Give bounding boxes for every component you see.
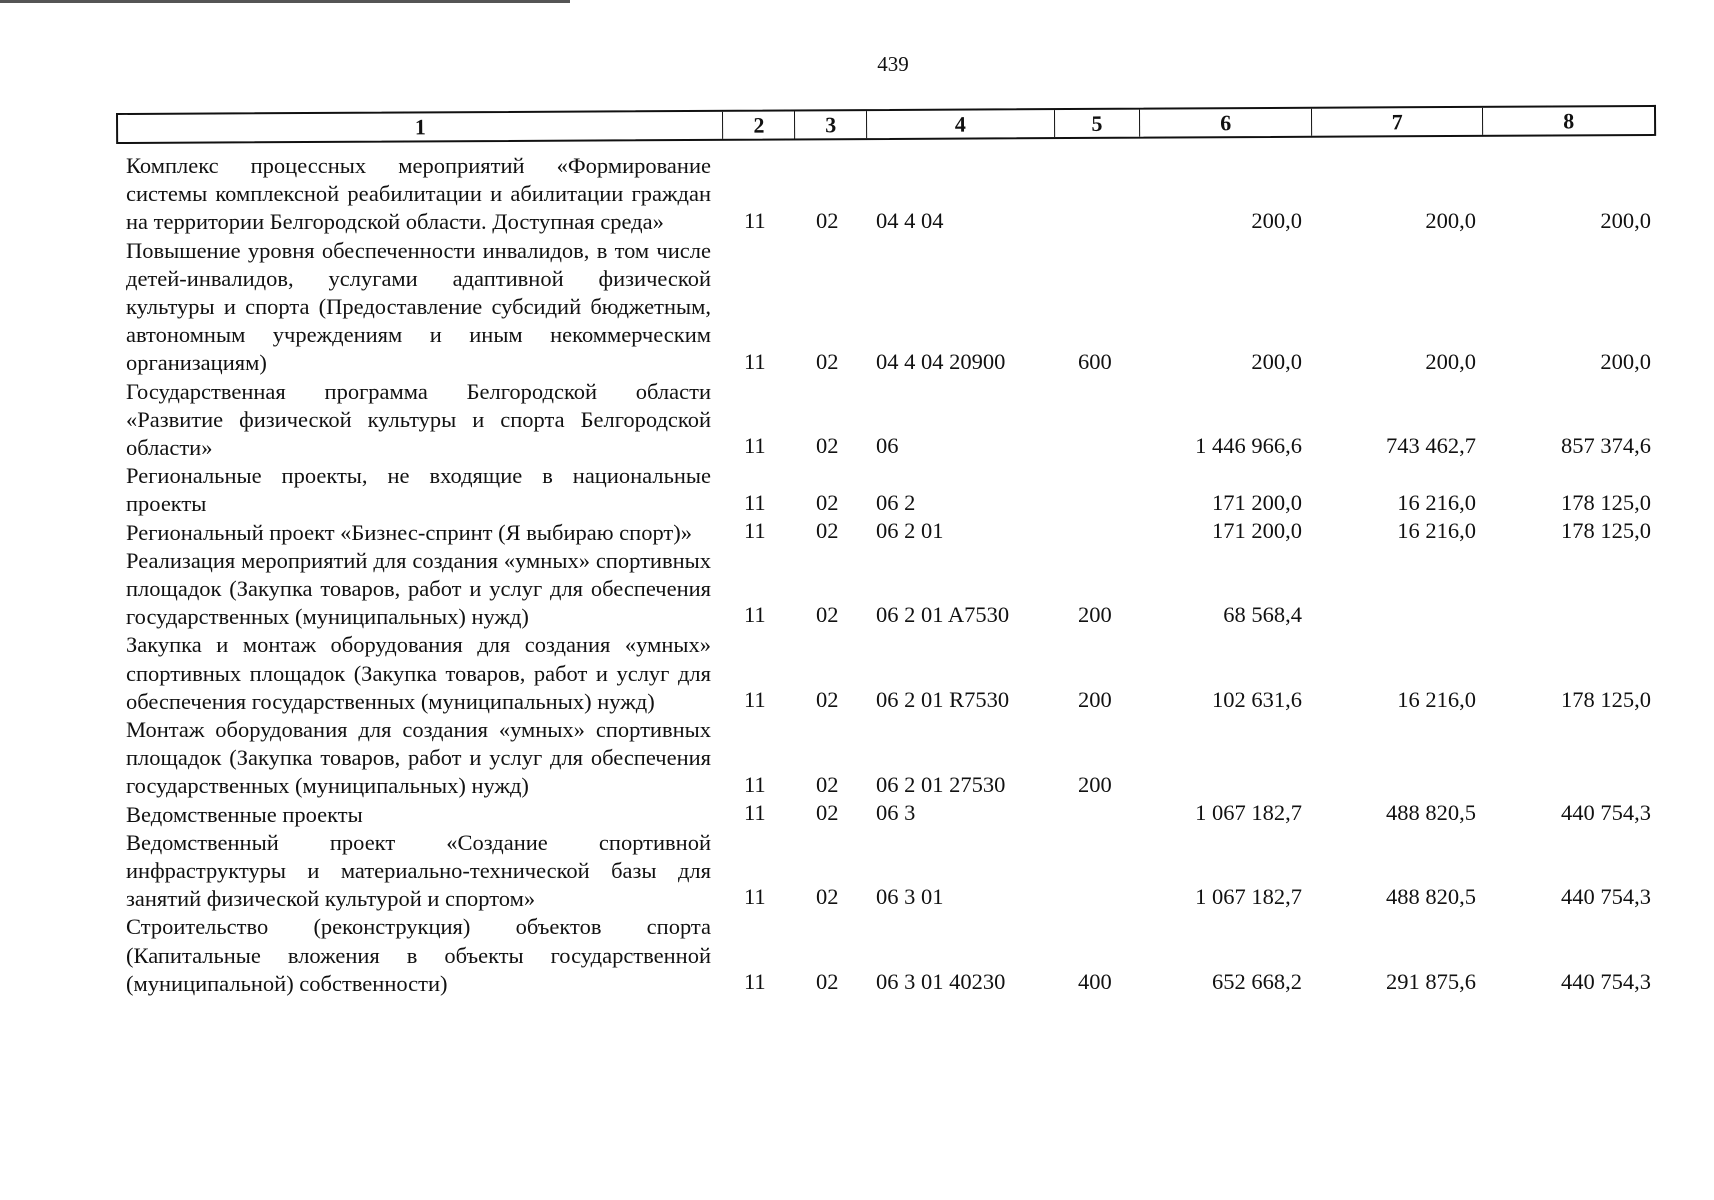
table-row [0, 631, 1714, 716]
row-expense-type: 200 [1078, 602, 1112, 628]
row-description: Реализация мероприятий для создания «умных» спортивных площадок (Закупка товаров, работ и услуг для обеспечения государственных (муниципальных) нужд) [126, 547, 711, 630]
table-row [0, 237, 1714, 378]
row-subsection: 02 [816, 433, 839, 459]
row-expense-type: 600 [1078, 348, 1112, 374]
row-amount-col6: 652 668,2 [1212, 969, 1302, 995]
row-target-code: 04 4 04 [876, 207, 944, 233]
header-col-8: 8 [1563, 107, 1575, 133]
row-subsection: 02 [816, 602, 839, 628]
row-section: 11 [744, 771, 766, 797]
header-col-4: 4 [867, 110, 1055, 138]
header-col-2: 2 [723, 111, 795, 138]
row-amount-col7: 291 875,6 [1386, 969, 1476, 995]
row-amount-col7: 488 820,5 [1386, 884, 1476, 910]
row-description: Региональный проект «Бизнес-спринт (Я выбираю спорт)» [126, 519, 692, 545]
table-body [0, 152, 1714, 998]
row-description: Повышение уровня обеспеченности инвалидов, в том числе детей-инвалидов, услугами адаптивной физической культуры и спорта (Предоставление субсидий бюджетным, автономным учреждениям и иным некоммерческим организациям) [126, 237, 711, 376]
row-amount-col7: 16 216,0 [1397, 687, 1476, 713]
row-amount-col7: 200,0 [1425, 348, 1476, 374]
header-col-3: 3 [795, 111, 867, 138]
header-col-7: 7 [1312, 108, 1484, 136]
scan-edge-rule [0, 0, 570, 3]
table-header-row [116, 105, 1656, 144]
row-section: 11 [744, 207, 766, 233]
header-col-1: 1 [118, 112, 724, 142]
row-subsection: 02 [816, 489, 839, 515]
row-subsection: 02 [816, 687, 839, 713]
row-amount-col6: 171 200,0 [1212, 517, 1302, 543]
row-amount-col7: 16 216,0 [1397, 517, 1476, 543]
page-number: 439 [877, 52, 909, 76]
row-section: 11 [744, 489, 766, 515]
row-target-code: 06 [876, 433, 899, 459]
row-section: 11 [744, 433, 766, 459]
row-section: 11 [744, 969, 766, 995]
row-amount-col6: 102 631,6 [1212, 687, 1302, 713]
row-description: Ведомственный проект «Создание спортивной инфраструктуры и материально-технической базы для занятий физической культурой и спортом» [126, 829, 711, 912]
row-target-code: 06 2 01 [876, 517, 944, 543]
row-amount-col8: 178 125,0 [1561, 489, 1651, 515]
row-description: Закупка и монтаж оборудования для создания «умных» спортивных площадок (Закупка товаров, работ и услуг для обеспечения государственных (муниципальных) нужд) [126, 632, 711, 714]
row-amount-col7: 16 216,0 [1397, 489, 1476, 515]
row-expense-type: 200 [1078, 687, 1112, 713]
row-subsection: 02 [816, 348, 839, 374]
row-description: Комплекс процессных мероприятий «Формирование системы комплексной реабилитации и абилитации граждан на территории Белгородской области. Доступная среда» [126, 153, 711, 235]
row-amount-col6: 1 067 182,7 [1195, 884, 1302, 910]
row-description: Строительство (реконструкция) объектов спорта (Капитальные вложения в объекты государственной (муниципальной) собственности) [126, 914, 711, 996]
row-amount-col8: 440 754,3 [1561, 799, 1651, 825]
row-amount-col6: 200,0 [1251, 207, 1302, 233]
row-amount-col7: 200,0 [1425, 207, 1476, 233]
row-target-code: 06 2 01 R7530 [876, 687, 1010, 713]
row-subsection: 02 [816, 207, 839, 233]
row-amount-col6: 1 067 182,7 [1195, 799, 1302, 825]
row-target-code: 06 2 [876, 489, 916, 515]
row-description: Государственная программа Белгородской области «Развитие физической культуры и спорта Белгородской области» [126, 378, 711, 461]
table-row [0, 547, 1714, 632]
row-description: Монтаж оборудования для создания «умных» спортивных площадок (Закупка товаров, работ и услуг для обеспечения государственных (муниципальных) нужд) [126, 717, 711, 799]
header-col-5: 5 [1055, 110, 1141, 137]
row-subsection: 02 [816, 799, 839, 825]
row-amount-col8: 178 125,0 [1561, 517, 1651, 543]
row-amount-col6: 68 568,4 [1223, 602, 1302, 628]
row-target-code: 06 3 01 [876, 884, 944, 910]
row-amount-col8: 440 754,3 [1561, 884, 1651, 910]
row-expense-type: 200 [1078, 771, 1112, 797]
table-row [0, 829, 1714, 914]
table-row [0, 519, 1714, 547]
table-row [0, 716, 1714, 801]
row-subsection: 02 [816, 884, 839, 910]
row-amount-col7: 743 462,7 [1386, 433, 1476, 459]
row-description: Ведомственные проекты [126, 801, 363, 827]
row-subsection: 02 [816, 969, 839, 995]
table-row [0, 152, 1714, 237]
row-expense-type: 400 [1078, 969, 1112, 995]
row-target-code: 06 2 01 27530 [876, 771, 1006, 797]
row-section: 11 [744, 348, 766, 374]
row-target-code: 06 3 [876, 799, 916, 825]
row-subsection: 02 [816, 517, 839, 543]
row-amount-col8: 200,0 [1600, 348, 1651, 374]
row-amount-col8: 200,0 [1600, 207, 1651, 233]
row-amount-col8: 440 754,3 [1561, 969, 1651, 995]
row-amount-col6: 200,0 [1251, 348, 1302, 374]
header-col-6: 6 [1140, 109, 1312, 137]
table-row [0, 462, 1714, 518]
row-section: 11 [744, 602, 766, 628]
row-amount-col7: 488 820,5 [1386, 799, 1476, 825]
row-amount-col6: 1 446 966,6 [1195, 433, 1302, 459]
row-section: 11 [744, 517, 766, 543]
row-section: 11 [744, 884, 766, 910]
table-row [0, 913, 1714, 998]
row-target-code: 04 4 04 20900 [876, 348, 1006, 374]
row-description: Региональные проекты, не входящие в национальные проекты [126, 463, 711, 517]
row-target-code: 06 2 01 A7530 [876, 602, 1010, 628]
row-subsection: 02 [816, 771, 839, 797]
row-target-code: 06 3 01 40230 [876, 969, 1006, 995]
row-section: 11 [744, 799, 766, 825]
row-amount-col6: 171 200,0 [1212, 489, 1302, 515]
row-amount-col8: 178 125,0 [1561, 687, 1651, 713]
table-row [0, 378, 1714, 463]
row-section: 11 [744, 687, 766, 713]
row-amount-col8: 857 374,6 [1561, 433, 1651, 459]
table-row [0, 801, 1714, 829]
